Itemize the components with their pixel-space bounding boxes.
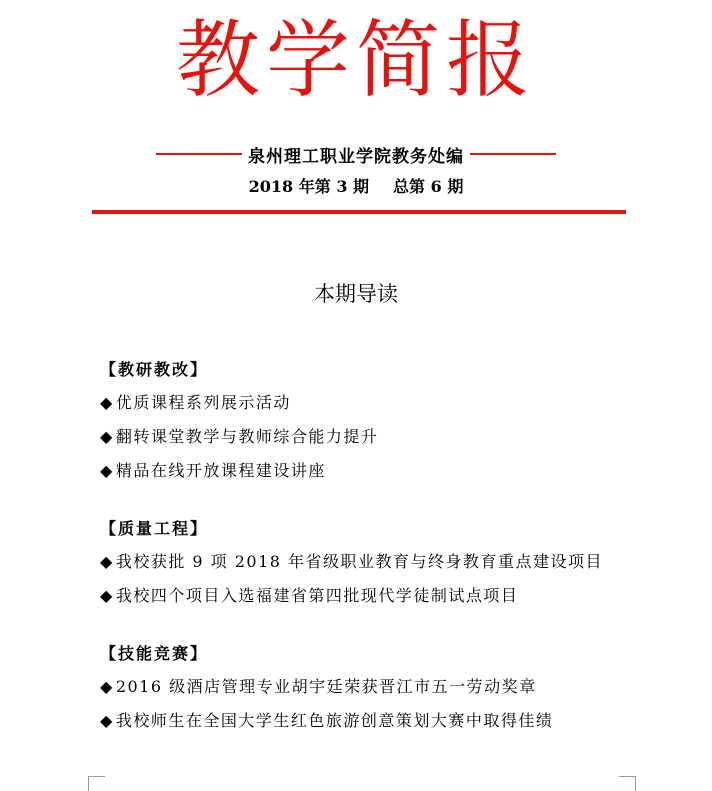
issue-line: [0, 174, 712, 197]
diamond-bullet-icon: ◆: [100, 586, 114, 605]
editor-line: 泉州理工职业学院教务处编: [248, 146, 464, 167]
toc-item: [100, 582, 630, 609]
issue-number: 2018 年第 3 期: [248, 177, 370, 196]
toc-item-text: 我校师生在全国大学生红色旅游创意策划大赛中取得佳绩: [115, 711, 554, 730]
page-corner-mark-right: [619, 776, 636, 791]
diamond-bullet-icon: ◆: [100, 677, 114, 696]
header-divider: [92, 210, 626, 214]
toc-item-text: 翻转课堂教学与教师综合能力提升: [115, 427, 379, 446]
masthead-title: 教学简报: [175, 11, 536, 109]
editor-left-rule: [156, 153, 242, 155]
section-heading: 【质量工程】: [100, 519, 209, 538]
diamond-bullet-icon: ◆: [100, 711, 114, 730]
toc-item-text: 我校获批 9 项 2018 年省级职业教育与终身教育重点建设项目: [115, 552, 604, 571]
toc-item-text: 精品在线开放课程建设讲座: [115, 461, 326, 480]
diamond-bullet-icon: ◆: [100, 393, 114, 412]
page-corner-mark-left: [88, 776, 105, 791]
editor-right-rule: [470, 153, 556, 155]
toc-item-text: 2016 级酒店管理专业胡宇廷荣获晋江市五一劳动奖章: [115, 677, 537, 696]
diamond-bullet-icon: ◆: [100, 427, 114, 446]
toc-item: [100, 457, 630, 484]
toc-title: 本期导读: [314, 282, 398, 306]
toc-item-text: 优质课程系列展示活动: [115, 393, 291, 412]
toc-section: [100, 641, 630, 734]
total-issue-number: 总第 6 期: [393, 177, 464, 196]
toc-item: [100, 389, 630, 416]
diamond-bullet-icon: ◆: [100, 461, 114, 480]
editor-row: [0, 140, 712, 168]
toc-item: [100, 707, 630, 734]
section-heading: 【技能竞赛】: [100, 644, 209, 663]
diamond-bullet-icon: ◆: [100, 552, 114, 571]
toc-item: [100, 673, 630, 700]
toc-item: [100, 548, 630, 575]
toc-section: [100, 357, 630, 484]
toc-item-text: 我校四个项目入选福建省第四批现代学徒制试点项目: [115, 586, 519, 605]
toc-item: [100, 423, 630, 450]
toc-section: [100, 516, 630, 609]
toc-content: [100, 357, 630, 766]
section-heading: 【教研教改】: [100, 360, 209, 379]
